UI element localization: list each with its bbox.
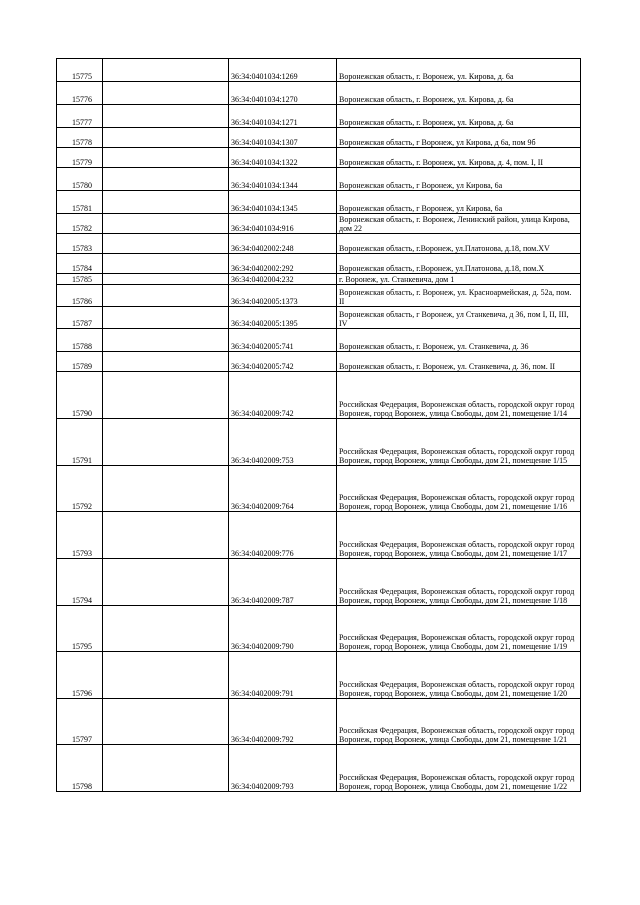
address: Воронежская область, г Воронеж, ул Кирова, 6а	[337, 191, 581, 214]
row-number: 15793	[57, 512, 103, 559]
cadastral-number: 36:34:0402005:742	[229, 352, 337, 372]
table-row	[57, 352, 581, 372]
table-row	[57, 234, 581, 254]
empty-cell	[103, 285, 229, 307]
row-number: 15792	[57, 466, 103, 512]
cadastral-number: 36:34:0402009:742	[229, 372, 337, 419]
row-number: 15777	[57, 105, 103, 128]
row-number: 15781	[57, 191, 103, 214]
empty-cell	[103, 466, 229, 512]
address: Российская Федерация, Воронежская область, городской округ город Воронеж, город Воронеж, улица Свободы, дом 21, помещение 1/20	[337, 652, 581, 699]
empty-cell	[103, 214, 229, 234]
empty-cell	[103, 512, 229, 559]
cadastral-number: 36:34:0402009:791	[229, 652, 337, 699]
cadastral-number: 36:34:0402009:753	[229, 419, 337, 466]
address: Воронежская область, г.Воронеж, ул.Платонова, д.18, пом.XV	[337, 234, 581, 254]
address: Воронежская область, г. Воронеж, ул. Красноармейская, д. 52а, пом. II	[337, 285, 581, 307]
row-number: 15790	[57, 372, 103, 419]
table-row	[57, 214, 581, 234]
table-row	[57, 745, 581, 792]
cadastral-number: 36:34:0402009:793	[229, 745, 337, 792]
table-row	[57, 59, 581, 82]
table-row	[57, 372, 581, 419]
address: Российская Федерация, Воронежская область, городской округ город Воронеж, город Воронеж, улица Свободы, дом 21, помещение 1/17	[337, 512, 581, 559]
cadastral-number: 36:34:0401034:1307	[229, 128, 337, 148]
row-number: 15791	[57, 419, 103, 466]
row-number: 15780	[57, 168, 103, 191]
row-number: 15783	[57, 234, 103, 254]
table-row	[57, 82, 581, 105]
table-row	[57, 419, 581, 466]
empty-cell	[103, 559, 229, 606]
row-number: 15776	[57, 82, 103, 105]
address: г. Воронеж, ул. Станкевича, дом 1	[337, 274, 581, 285]
address: Российская Федерация, Воронежская область, городской округ город Воронеж, город Воронеж, улица Свободы, дом 21, помещение 1/19	[337, 606, 581, 652]
address: Воронежская область, г. Воронеж, ул. Станкевича, д. 36, пом. II	[337, 352, 581, 372]
table-row	[57, 254, 581, 274]
table-row	[57, 466, 581, 512]
cadastral-number: 36:34:0402002:248	[229, 234, 337, 254]
cadastral-number: 36:34:0401034:1269	[229, 59, 337, 82]
address: Воронежская область, г. Воронеж, ул. Кирова, д. 6а	[337, 105, 581, 128]
cadastral-number: 36:34:0402009:792	[229, 699, 337, 745]
row-number: 15789	[57, 352, 103, 372]
cadastral-number: 36:34:0401034:1344	[229, 168, 337, 191]
table-row	[57, 274, 581, 285]
empty-cell	[103, 274, 229, 285]
cadastral-number: 36:34:0402004:232	[229, 274, 337, 285]
empty-cell	[103, 606, 229, 652]
registry-table-body	[57, 59, 581, 792]
address: Воронежская область, г. Воронеж, ул. Кирова, д. 6а	[337, 59, 581, 82]
empty-cell	[103, 745, 229, 792]
cadastral-number: 36:34:0402002:292	[229, 254, 337, 274]
row-number: 15787	[57, 307, 103, 329]
empty-cell	[103, 307, 229, 329]
empty-cell	[103, 234, 229, 254]
empty-cell	[103, 105, 229, 128]
address: Воронежская область, г. Воронеж, ул. Станкевича, д. 36	[337, 329, 581, 352]
cadastral-number: 36:34:0402005:1373	[229, 285, 337, 307]
row-number: 15779	[57, 148, 103, 168]
row-number: 15798	[57, 745, 103, 792]
address: Российская Федерация, Воронежская область, городской округ город Воронеж, город Воронеж, улица Свободы, дом 21, помещение 1/18	[337, 559, 581, 606]
address: Воронежская область, г Воронеж, ул Кирова, д 6а, пом 9б	[337, 128, 581, 148]
empty-cell	[103, 329, 229, 352]
empty-cell	[103, 699, 229, 745]
table-row	[57, 606, 581, 652]
empty-cell	[103, 191, 229, 214]
table-row	[57, 329, 581, 352]
cadastral-number: 36:34:0402005:741	[229, 329, 337, 352]
table-row	[57, 512, 581, 559]
row-number: 15784	[57, 254, 103, 274]
address: Российская Федерация, Воронежская область, городской округ город Воронеж, город Воронеж, улица Свободы, дом 21, помещение 1/15	[337, 419, 581, 466]
cadastral-number: 36:34:0402009:776	[229, 512, 337, 559]
empty-cell	[103, 82, 229, 105]
empty-cell	[103, 254, 229, 274]
row-number: 15788	[57, 329, 103, 352]
cadastral-number: 36:34:0402009:764	[229, 466, 337, 512]
cadastral-number: 36:34:0402005:1395	[229, 307, 337, 329]
row-number: 15797	[57, 699, 103, 745]
address: Российская Федерация, Воронежская область, городской округ город Воронеж, город Воронеж, улица Свободы, дом 21, помещение 1/21	[337, 699, 581, 745]
empty-cell	[103, 148, 229, 168]
cadastral-number: 36:34:0402009:790	[229, 606, 337, 652]
row-number: 15786	[57, 285, 103, 307]
row-number: 15785	[57, 274, 103, 285]
row-number: 15795	[57, 606, 103, 652]
cadastral-number: 36:34:0401034:1322	[229, 148, 337, 168]
address: Воронежская область, г Воронеж, ул Станкевича, д 36, пом I, II, III, IV	[337, 307, 581, 329]
table-row	[57, 285, 581, 307]
cadastral-number: 36:34:0401034:1271	[229, 105, 337, 128]
cadastral-number: 36:34:0401034:1270	[229, 82, 337, 105]
empty-cell	[103, 419, 229, 466]
table-row	[57, 148, 581, 168]
empty-cell	[103, 352, 229, 372]
address: Воронежская область, г. Воронеж, ул. Кирова, д. 4, пом. I, II	[337, 148, 581, 168]
table-row	[57, 168, 581, 191]
address: Воронежская область, г Воронеж, ул Кирова, 6а	[337, 168, 581, 191]
empty-cell	[103, 59, 229, 82]
address: Воронежская область, г.Воронеж, ул.Платонова, д.18, пом.X	[337, 254, 581, 274]
table-row	[57, 699, 581, 745]
row-number: 15775	[57, 59, 103, 82]
registry-table	[56, 58, 581, 792]
row-number: 15794	[57, 559, 103, 606]
table-row	[57, 652, 581, 699]
cadastral-number: 36:34:0401034:916	[229, 214, 337, 234]
empty-cell	[103, 372, 229, 419]
empty-cell	[103, 652, 229, 699]
cadastral-number: 36:34:0402009:787	[229, 559, 337, 606]
table-row	[57, 105, 581, 128]
address: Воронежская область, г. Воронеж, ул. Кирова, д. 6а	[337, 82, 581, 105]
empty-cell	[103, 128, 229, 148]
address: Российская Федерация, Воронежская область, городской округ город Воронеж, город Воронеж, улица Свободы, дом 21, помещение 1/16	[337, 466, 581, 512]
address: Российская Федерация, Воронежская область, городской округ город Воронеж, город Воронеж, улица Свободы, дом 21, помещение 1/22	[337, 745, 581, 792]
table-row	[57, 128, 581, 148]
cadastral-number: 36:34:0401034:1345	[229, 191, 337, 214]
empty-cell	[103, 168, 229, 191]
address: Воронежская область, г. Воронеж, Ленинский район, улица Кирова, дом 22	[337, 214, 581, 234]
table-row	[57, 307, 581, 329]
row-number: 15782	[57, 214, 103, 234]
address: Российская Федерация, Воронежская область, городской округ город Воронеж, город Воронеж, улица Свободы, дом 21, помещение 1/14	[337, 372, 581, 419]
row-number: 15778	[57, 128, 103, 148]
table-row	[57, 559, 581, 606]
table-row	[57, 191, 581, 214]
row-number: 15796	[57, 652, 103, 699]
